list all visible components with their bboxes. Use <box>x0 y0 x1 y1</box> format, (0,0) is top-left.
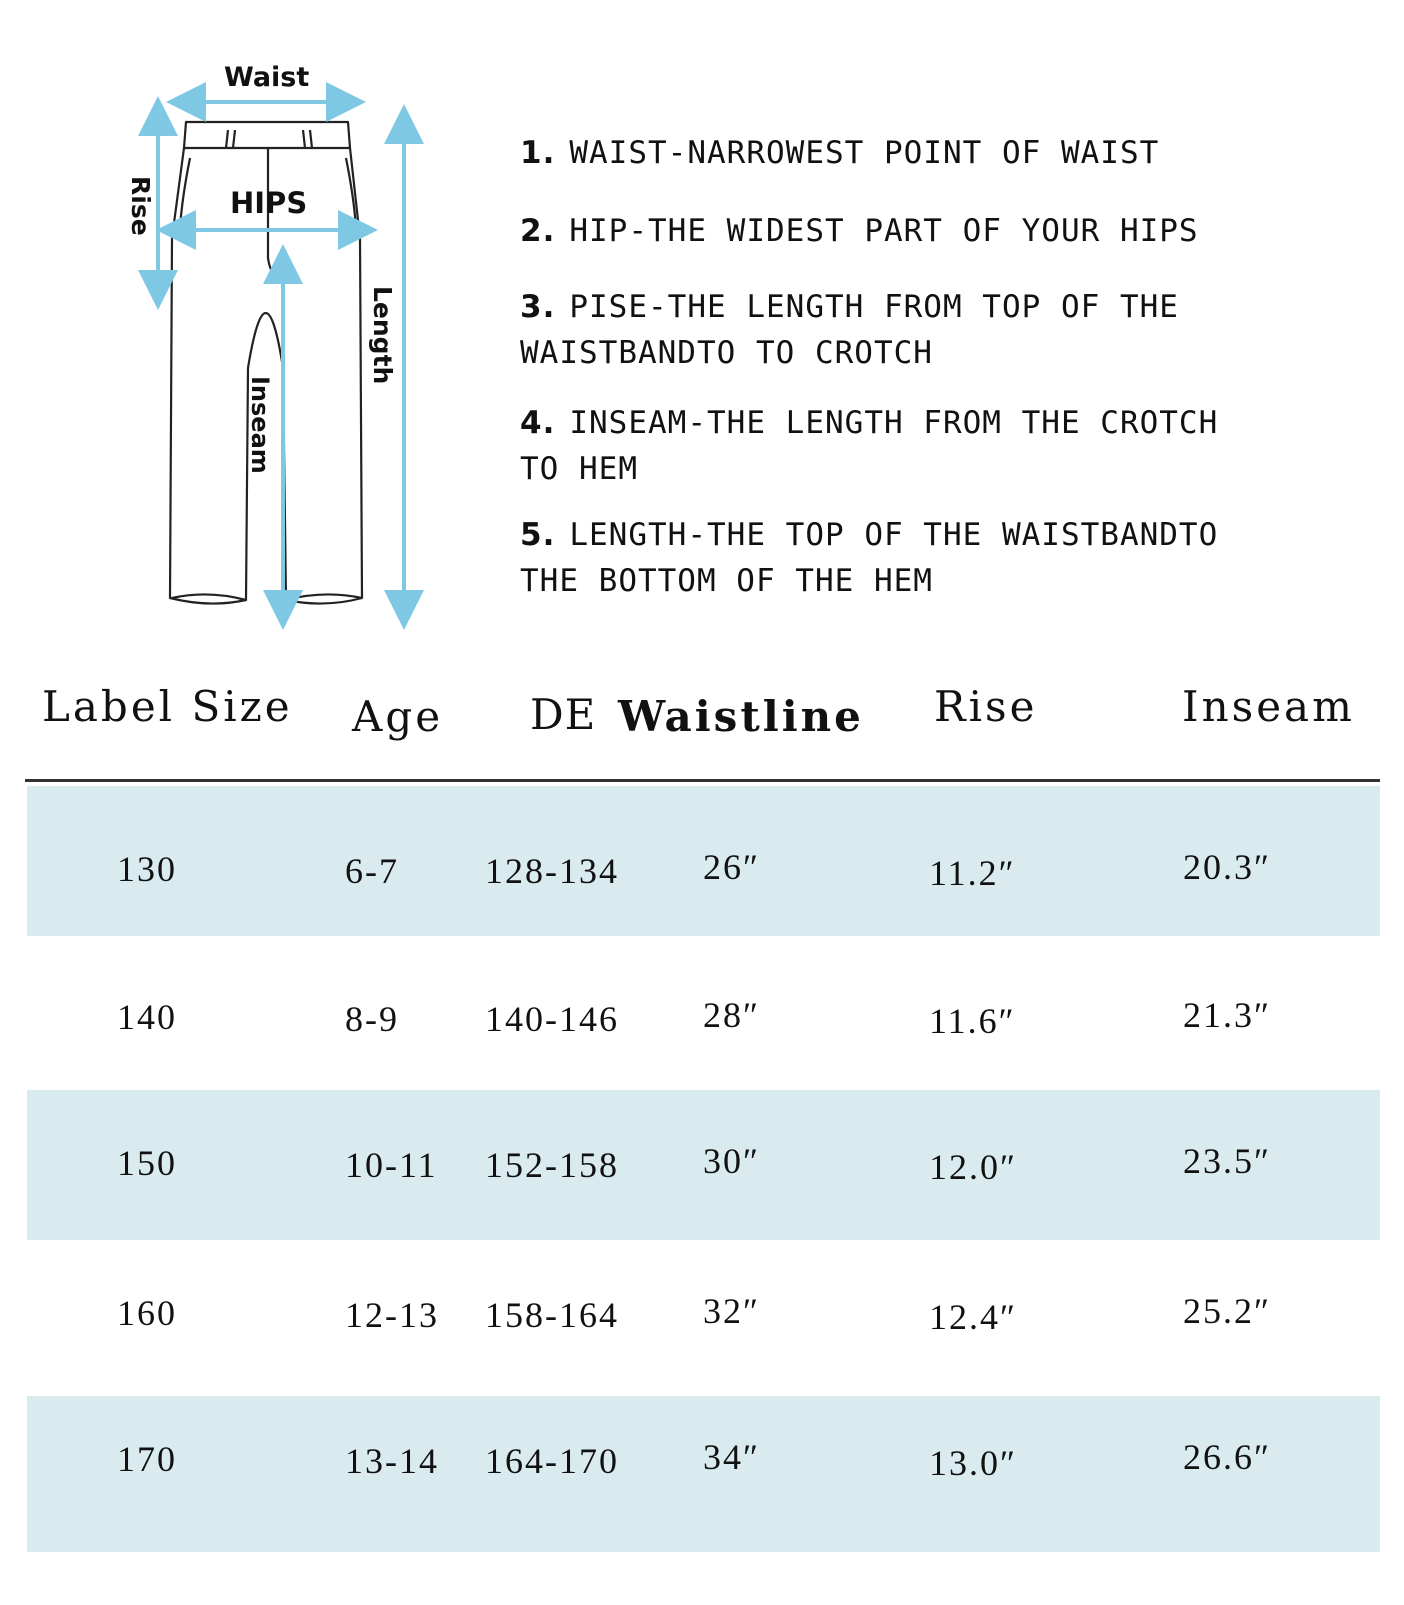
cell-de: 140-146 <box>485 999 619 1039</box>
cell-de: 152-158 <box>485 1145 619 1185</box>
cell-waistline: 34″ <box>703 1437 760 1477</box>
table-row <box>27 1090 1380 1240</box>
note-4: 4. INSEAM-THE LENGTH FROM THE CROTCH TO HEM <box>520 405 1219 487</box>
cell-de: 158-164 <box>485 1295 619 1335</box>
cell-inseam: 21.3″ <box>1183 995 1271 1035</box>
cell-label-size: 130 <box>117 849 177 889</box>
cell-age: 10-11 <box>345 1145 438 1185</box>
cell-rise: 11.2″ <box>929 853 1016 893</box>
cell-waistline: 26″ <box>703 847 760 887</box>
header-age: Age <box>352 692 444 741</box>
header-waistline: Waistline <box>618 692 864 741</box>
note-3: 3. PISE-THE LENGTH FROM TOP OF THE WAISTBANDTO TO CROTCH <box>520 289 1179 371</box>
cell-waistline: 30″ <box>703 1141 760 1181</box>
cell-label-size: 150 <box>117 1143 177 1183</box>
cell-de: 128-134 <box>485 851 619 891</box>
cell-age: 13-14 <box>345 1441 439 1481</box>
pants-measurement-diagram <box>120 58 440 638</box>
cell-rise: 13.0″ <box>929 1443 1017 1483</box>
inseam-label: Inseam <box>246 376 274 474</box>
note-5: 5. LENGTH-THE TOP OF THE WAISTBANDTO THE BOTTOM OF THE HEM <box>520 517 1219 599</box>
hips-label: HIPS <box>230 186 308 220</box>
cell-rise: 12.0″ <box>929 1147 1017 1187</box>
table-row <box>27 1240 1380 1390</box>
cell-inseam: 23.5″ <box>1183 1141 1271 1181</box>
cell-de: 164-170 <box>485 1441 619 1481</box>
header-rise: Rise <box>934 682 1038 731</box>
waist-label: Waist <box>224 62 310 93</box>
cell-label-size: 160 <box>117 1293 177 1333</box>
cell-inseam: 20.3″ <box>1183 847 1271 887</box>
cell-label-size: 170 <box>117 1439 177 1479</box>
table-row <box>27 936 1380 1086</box>
cell-inseam: 26.6″ <box>1183 1437 1271 1477</box>
header-de: DE <box>530 690 597 739</box>
cell-rise: 12.4″ <box>929 1297 1017 1337</box>
cell-rise: 11.6″ <box>929 1001 1016 1041</box>
cell-age: 8-9 <box>345 999 399 1039</box>
cell-waistline: 32″ <box>703 1291 760 1331</box>
header-label-size: Label Size <box>42 682 293 731</box>
length-label: Length <box>368 286 397 385</box>
cell-age: 12-13 <box>345 1295 439 1335</box>
note-2: 2. HIP-THE WIDEST PART OF YOUR HIPS <box>520 213 1199 249</box>
note-1: 1. WAIST-NARROWEST POINT OF WAIST <box>520 135 1160 171</box>
cell-label-size: 140 <box>117 997 177 1037</box>
header-divider <box>25 779 1380 782</box>
cell-waistline: 28″ <box>703 995 760 1035</box>
cell-inseam: 25.2″ <box>1183 1291 1271 1331</box>
table-row <box>27 786 1380 936</box>
cell-age: 6-7 <box>345 851 399 891</box>
table-row <box>27 1396 1380 1552</box>
header-inseam: Inseam <box>1182 682 1355 731</box>
rise-label: Rise <box>126 176 155 236</box>
